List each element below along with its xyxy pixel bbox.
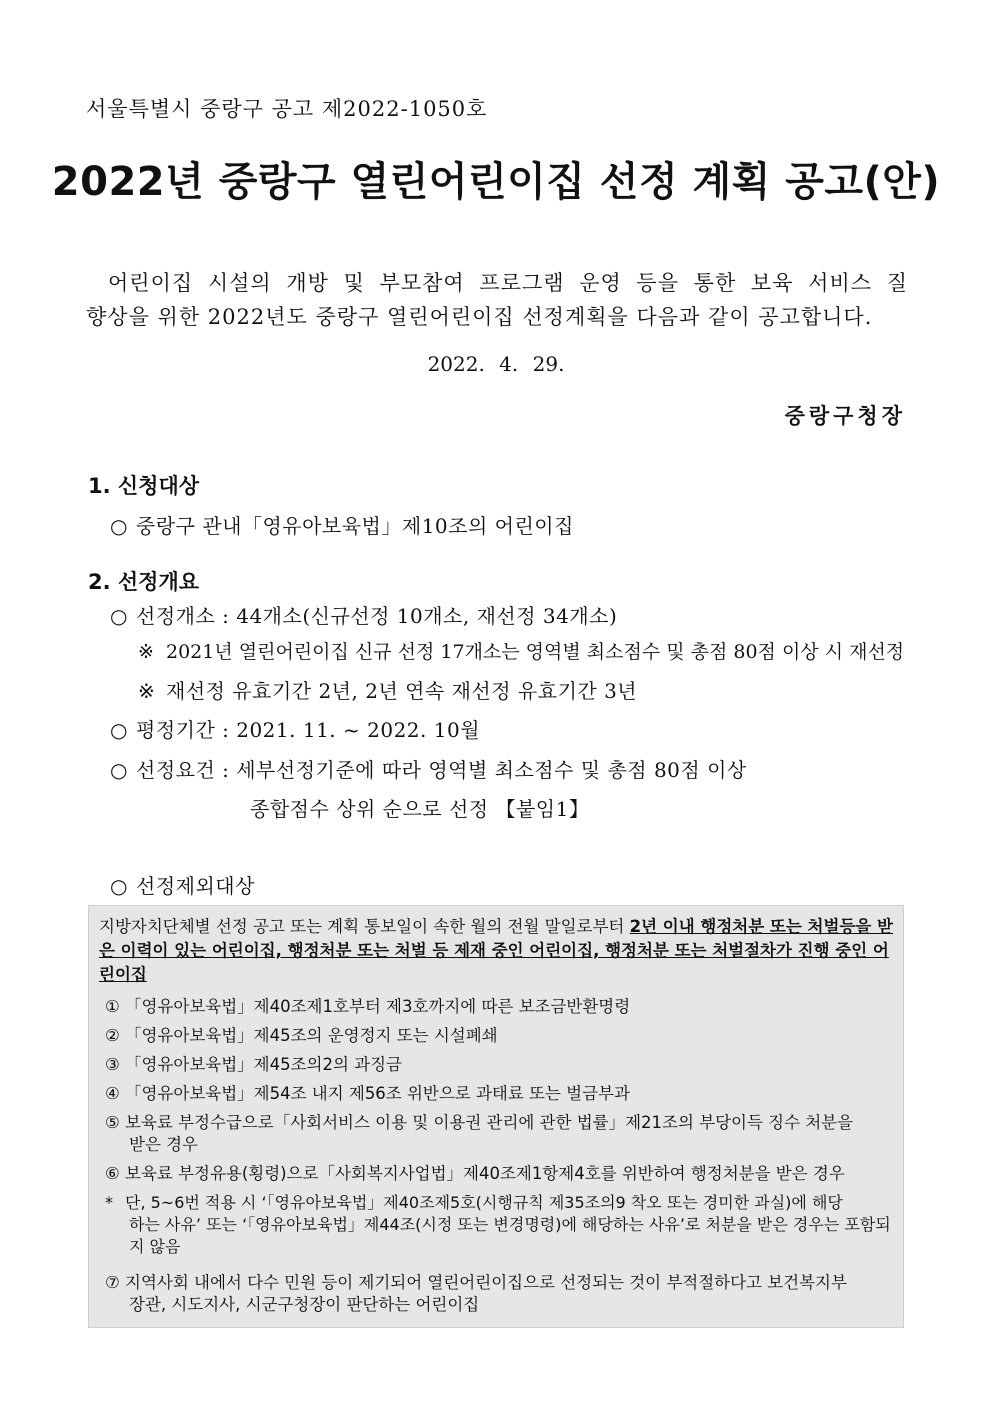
- bullet-circle-icon: ○: [110, 874, 128, 898]
- item-continuation: 장관, 시도지사, 시군구청장이 판단하는 어린이집: [129, 1295, 480, 1314]
- item-number: ③: [105, 1055, 120, 1074]
- exclusion-item: [105, 1025, 895, 1047]
- signer: 중랑구청장: [784, 403, 906, 428]
- selection-requirement: [110, 754, 747, 783]
- exclusion-box: [88, 905, 904, 1328]
- selection-count-text: 선정개소 : 44개소(신규선정 10개소, 재선정 34개소): [136, 604, 618, 628]
- note-mark-icon: ※: [138, 679, 156, 703]
- item-number: *: [105, 1193, 113, 1212]
- evaluation-period: [110, 714, 480, 743]
- bullet-circle-icon: ○: [110, 514, 128, 538]
- item-number: ⑤: [105, 1113, 120, 1132]
- section-1-heading: 1. 신청대상: [88, 474, 200, 498]
- exclusion-item: [105, 1272, 895, 1316]
- exclusion-proviso: [105, 1192, 895, 1258]
- item-number: ④: [105, 1084, 120, 1103]
- exclusion-item: [105, 1163, 895, 1185]
- item-number: ①: [105, 997, 120, 1016]
- selection-count: [110, 600, 617, 629]
- selection-requirement-text: 선정요건 : 세부선정기준에 따라 영역별 최소점수 및 총점 80점 이상: [136, 758, 747, 782]
- exclusion-lead-bold: 2년 이내 행정처분 또는 처벌등을 받은 이력이 있는 어린이집, 행정처분 또는 처벌 등 제재 중인 어린이집, 행정처분 또는 처벌절차가 진행 중인 어린이집: [99, 917, 893, 984]
- intro-line-2: 향상을 위한 2022년도 중랑구 열린어린이집 선정계획을 다음과 같이 공고합니다.: [86, 305, 873, 329]
- note-2: [138, 675, 637, 704]
- notice-number: 서울특별시 중랑구 공고 제2022-1050호: [86, 97, 488, 121]
- item-text: 보육료 부정유용(횡령)으로「사회복지사업법」제40조제1항제4호를 위반하여 행정처분을 받은 경우: [125, 1164, 845, 1183]
- item-continuation: 받은 경우: [129, 1135, 199, 1154]
- item-number: ②: [105, 1026, 120, 1045]
- intro-paragraph: [86, 266, 908, 334]
- intro-line-1: 어린이집 시설의 개방 및 부모참여 프로그램 운영 등을 통한 보육 서비스 질: [108, 271, 908, 295]
- exclusion-item: [105, 1083, 895, 1105]
- item-text: 보육료 부정수급으로「사회서비스 이용 및 이용권 관리에 관한 법률」제21조의 부당이득 징수 처분을: [125, 1113, 854, 1132]
- note-1: [138, 637, 904, 664]
- item-text: 「영유아보육법」제45조의2의 과징금: [125, 1055, 402, 1074]
- exclusion-lead-plain: 지방자치단체별 선정 공고 또는 계획 통보일이 속한 월의 전월 말일로부터: [99, 917, 630, 936]
- item-text: 「영유아보육법」제45조의 운영정지 또는 시설폐쇄: [125, 1026, 498, 1045]
- note-1-text: 2021년 열린어린이집 신규 선정 17개소는 영역별 최소점수 및 총점 80점 이상 시 재선정: [166, 641, 905, 663]
- item-text: 지역사회 내에서 다수 민원 등이 제기되어 열린어린이집으로 선정되는 것이 부적절하다고 보건복지부: [125, 1273, 847, 1292]
- item-text: 단, 5~6번 적용 시 ‘「영유아보육법」제40조제5호(시행규칙 제35조의9 착오 또는 경미한 과실)에 해당: [125, 1193, 843, 1212]
- bullet-circle-icon: ○: [110, 758, 128, 782]
- evaluation-period-text: 평정기간 : 2021. 11. ~ 2022. 10월: [136, 718, 481, 742]
- exclusion-heading: [110, 870, 255, 899]
- bullet-circle-icon: ○: [110, 604, 128, 628]
- note-2-text: 재선정 유효기간 2년, 2년 연속 재선정 유효기간 3년: [166, 679, 638, 703]
- item-text: 「영유아보육법」제54조 내지 제56조 위반으로 과태료 또는 벌금부과: [125, 1084, 630, 1103]
- item-number: ⑥: [105, 1164, 120, 1183]
- item-continuation: 하는 사유’ 또는 ‘「영유아보육법」제44조(시정 또는 변경명령)에 해당하는 사유’로 처분을 받은 경우는 포함되지 않음: [129, 1215, 891, 1256]
- selection-requirement-cont: 종합점수 상위 순으로 선정 【붙임1】: [250, 797, 590, 821]
- bullet-circle-icon: ○: [110, 718, 128, 742]
- exclusion-item: [105, 1112, 895, 1156]
- exclusion-item: [105, 996, 895, 1018]
- document-title: 2022년 중랑구 열린어린이집 선정 계획 공고(안): [51, 159, 941, 205]
- item-text: 「영유아보육법」제40조제1호부터 제3호까지에 따른 보조금반환명령: [125, 997, 631, 1016]
- exclusion-lead: [99, 915, 895, 987]
- section-1-item: [110, 510, 574, 539]
- notice-date: 2022. 4. 29.: [427, 352, 565, 376]
- item-number: ⑦: [105, 1273, 120, 1292]
- exclusion-item: [105, 1054, 895, 1076]
- note-mark-icon: ※: [138, 641, 154, 663]
- section-1-item-text: 중랑구 관내「영유아보육법」제10조의 어린이집: [136, 514, 574, 538]
- section-2-heading: 2. 선정개요: [88, 570, 200, 594]
- exclusion-heading-text: 선정제외대상: [136, 874, 255, 898]
